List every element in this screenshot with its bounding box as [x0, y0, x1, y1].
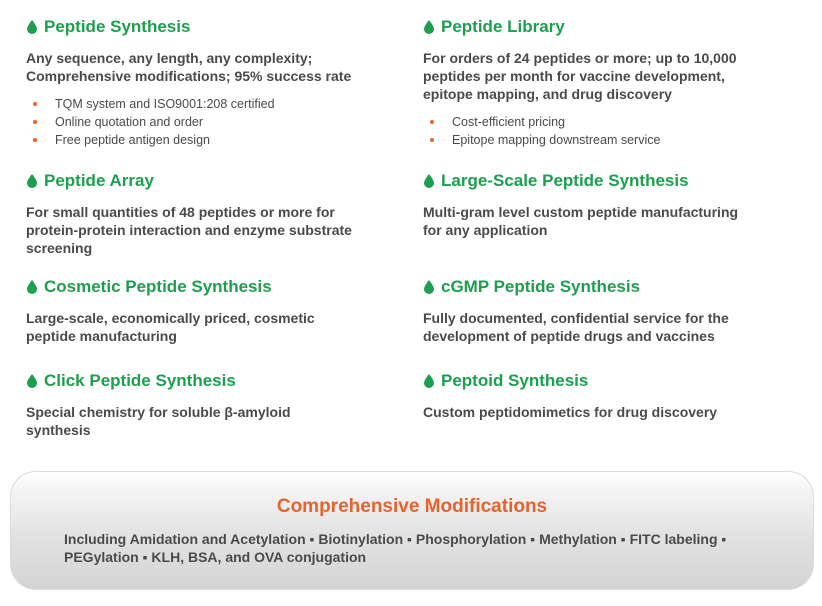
service-title[interactable]: [26, 171, 406, 191]
service-large-scale-peptide-synthesis: [423, 171, 803, 239]
service-description: For small quantities of 48 peptides or more for protein-protein interaction and enzyme substrate screening: [26, 204, 352, 256]
service-cgmp-peptide-synthesis: [423, 277, 803, 345]
leaf-drop-icon: [423, 374, 435, 388]
service-description: Any sequence, any length, any complexity; Comprehensive modifications; 95% success rate: [26, 50, 352, 84]
list-item: Online quotation and order: [26, 113, 406, 131]
service-peptide-synthesis: [26, 17, 406, 149]
service-description: Large-scale, economically priced, cosmetic peptide manufacturing: [26, 310, 315, 344]
list-item: Cost-efficient pricing: [423, 113, 803, 131]
service-title[interactable]: [423, 17, 803, 37]
leaf-drop-icon: [423, 20, 435, 34]
service-title[interactable]: [423, 277, 803, 297]
service-description: For orders of 24 peptides or more; up to 10,000 peptides per month for vaccine development, epitope mapping, and drug discovery: [423, 50, 737, 102]
service-description: Custom peptidomimetics for drug discovery: [423, 404, 718, 420]
service-title-text: Peptoid Synthesis: [441, 371, 589, 390]
feature-list: [423, 113, 803, 149]
service-description: Fully documented, confidential service for the development of peptide drugs and vaccines: [423, 310, 729, 344]
service-title-text: Cosmetic Peptide Synthesis: [44, 277, 272, 296]
list-item: Free peptide antigen design: [26, 131, 406, 149]
modifications-panel: [10, 471, 814, 590]
leaf-drop-icon: [26, 174, 38, 188]
service-title-text: Peptide Library: [441, 17, 565, 36]
bullet-dot-icon: [430, 120, 434, 124]
bullet-dot-icon: [33, 138, 37, 142]
service-title-text: Click Peptide Synthesis: [44, 371, 236, 390]
service-peptoid-synthesis: [423, 371, 803, 421]
service-title-text: cGMP Peptide Synthesis: [441, 277, 641, 296]
leaf-drop-icon: [423, 280, 435, 294]
service-title-text: Peptide Array: [44, 171, 154, 190]
service-peptide-array: [26, 171, 406, 257]
leaf-drop-icon: [423, 174, 435, 188]
list-item: Epitope mapping downstream service: [423, 131, 803, 149]
leaf-drop-icon: [26, 374, 38, 388]
bullet-dot-icon: [33, 120, 37, 124]
service-cosmetic-peptide-synthesis: [26, 277, 406, 345]
service-peptide-library: [423, 17, 803, 149]
service-title[interactable]: [26, 17, 406, 37]
service-title[interactable]: [26, 277, 406, 297]
service-title-text: Large-Scale Peptide Synthesis: [441, 171, 689, 190]
modifications-list: Including Amidation and Acetylation ▪ Biotinylation ▪ Phosphorylation ▪ Methylation ▪ FITC labeling ▪ PEGylation ▪ KLH, BSA, and OVA conjugation: [64, 531, 727, 565]
leaf-drop-icon: [26, 20, 38, 34]
service-click-peptide-synthesis: [26, 371, 406, 439]
service-title[interactable]: [423, 371, 803, 391]
service-title-text: Peptide Synthesis: [44, 17, 191, 36]
service-title[interactable]: [423, 171, 803, 191]
feature-list: [26, 95, 406, 149]
service-title[interactable]: [26, 371, 406, 391]
modifications-title: Comprehensive Modifications: [276, 496, 548, 517]
list-item: TQM system and ISO9001:208 certified: [26, 95, 406, 113]
bullet-dot-icon: [33, 102, 37, 106]
service-description: Special chemistry for soluble β-amyloid synthesis: [26, 404, 291, 438]
leaf-drop-icon: [26, 280, 38, 294]
service-description: Multi-gram level custom peptide manufacturing for any application: [423, 204, 739, 238]
bullet-dot-icon: [430, 138, 434, 142]
